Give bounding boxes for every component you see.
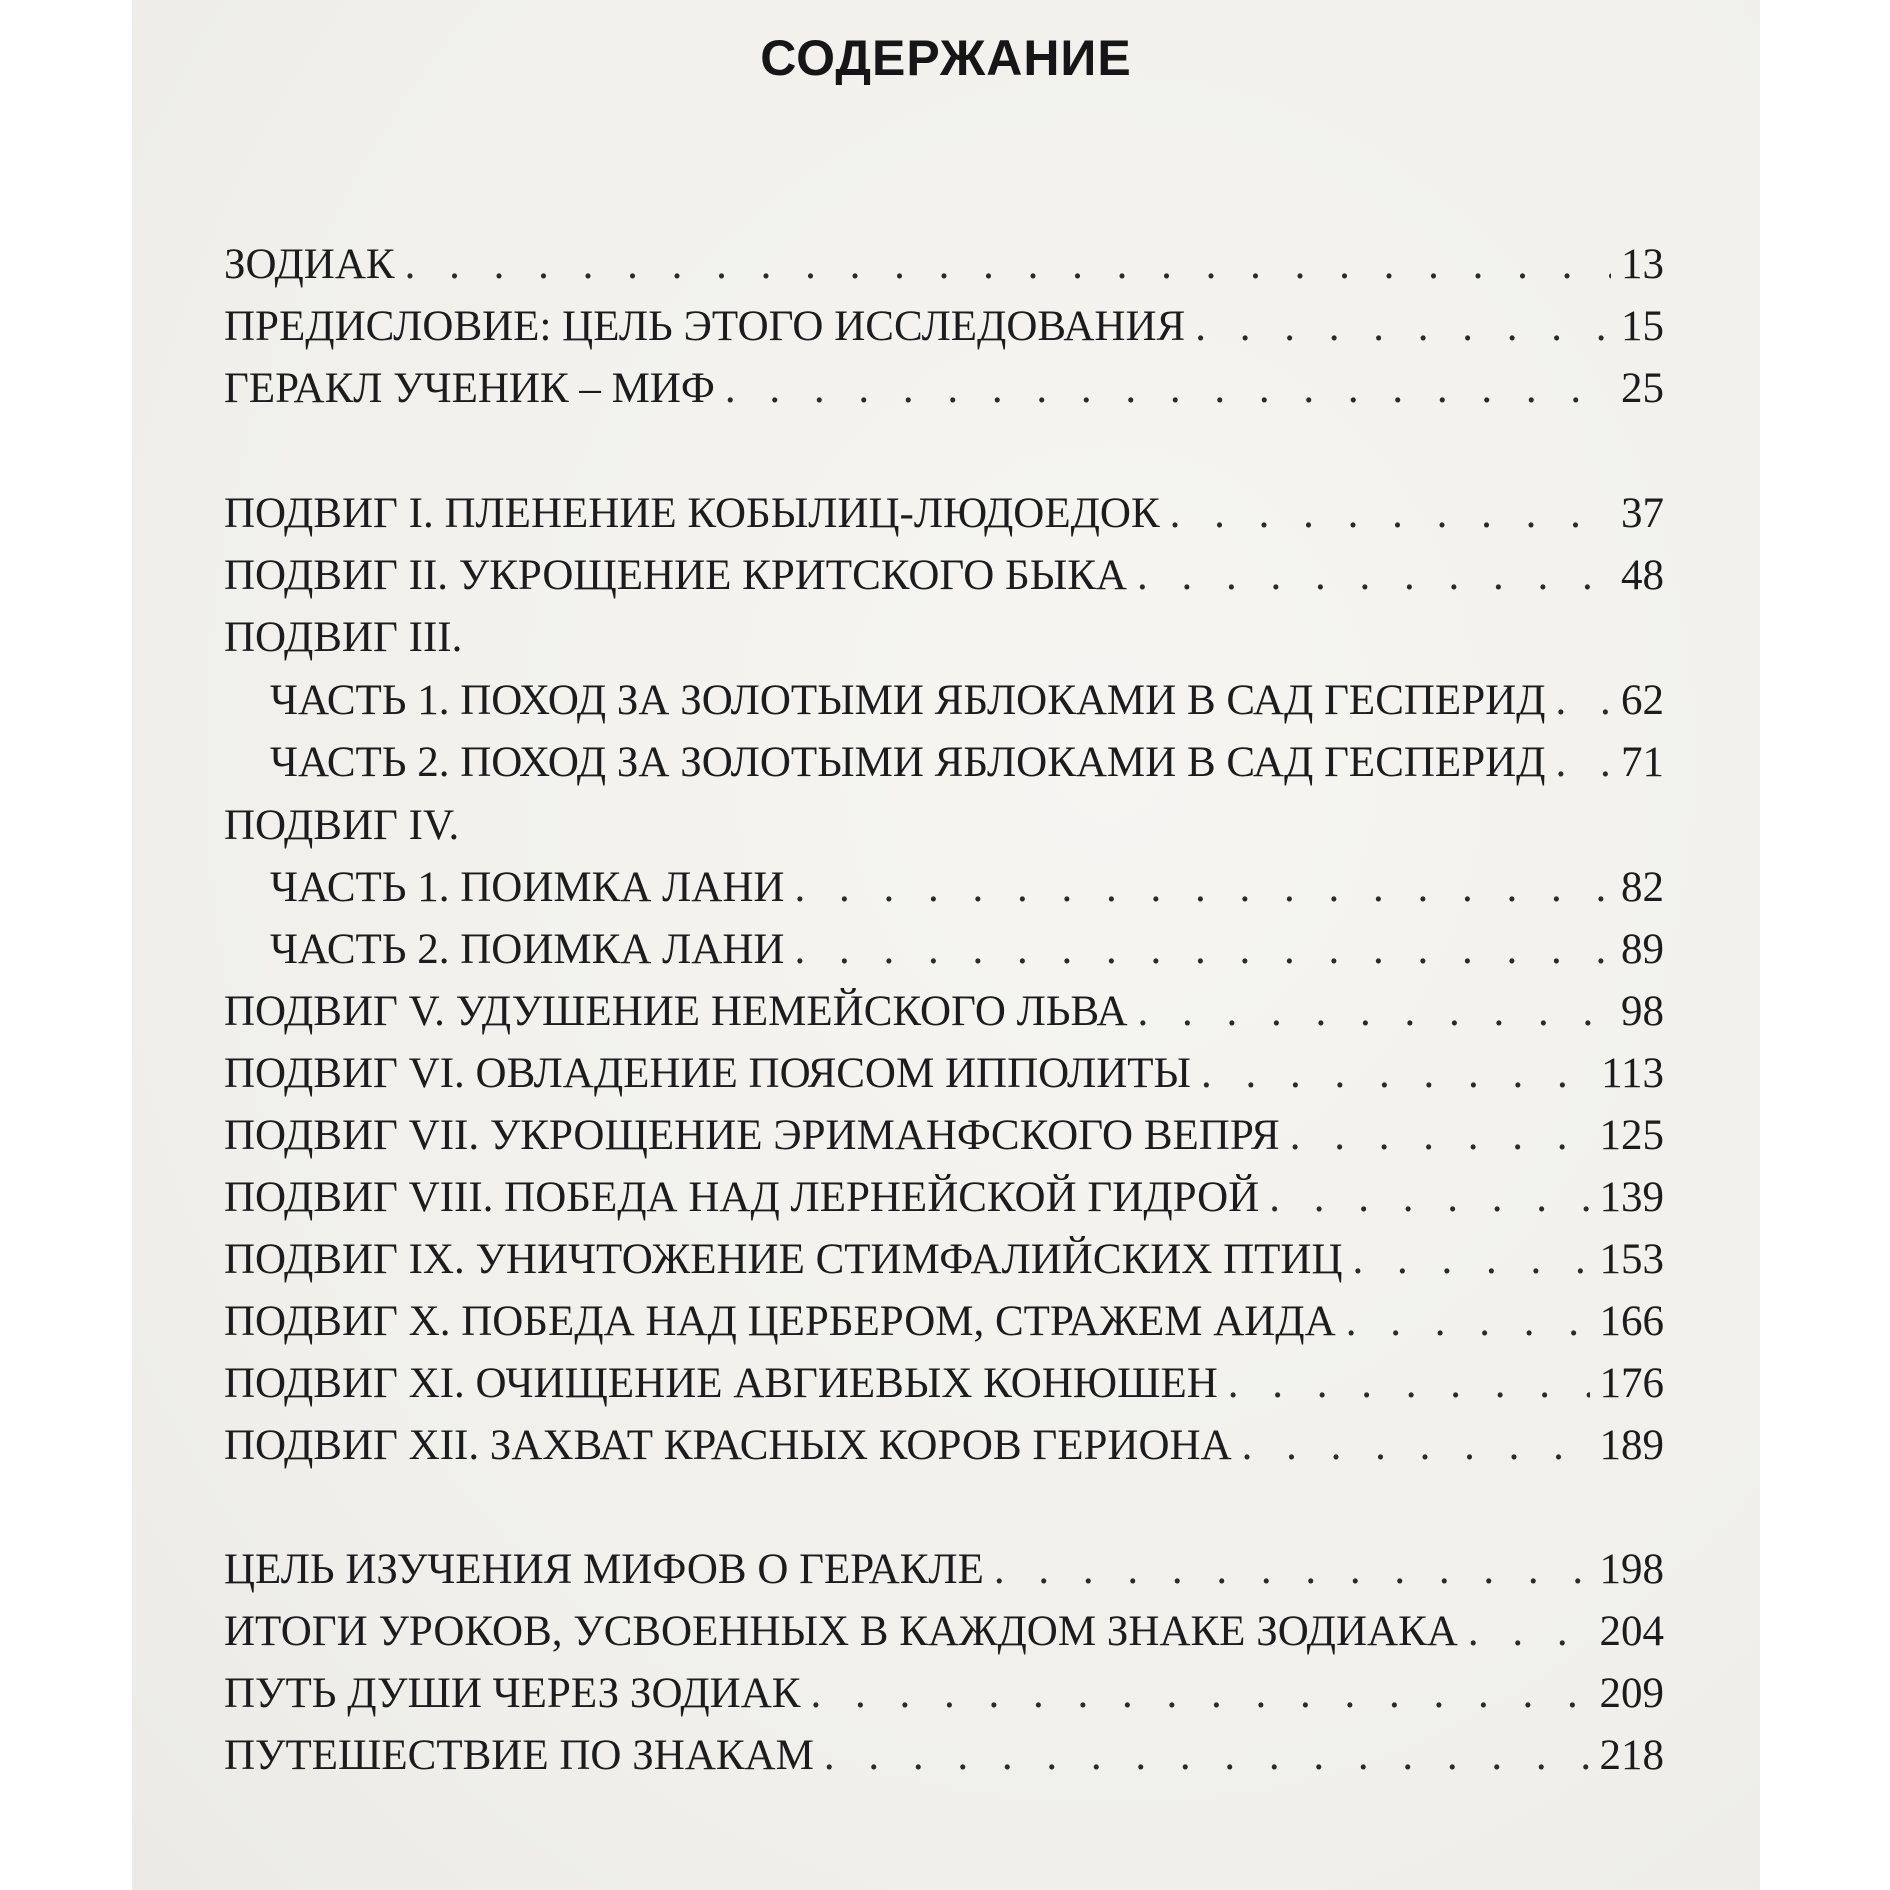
toc-entry-page: 13	[1621, 241, 1664, 288]
dot-leader	[1228, 1359, 1590, 1409]
toc-entry-title: ПОДВИГ II. УКРОЩЕНИЕ КРИТСКОГО БЫКА	[224, 552, 1127, 599]
toc-entry-page: 48	[1621, 552, 1664, 599]
toc-entry-page: 166	[1599, 1298, 1664, 1345]
toc-entry	[224, 1297, 1664, 1347]
toc-entry-page: 98	[1621, 988, 1664, 1035]
toc-entry-page: 82	[1621, 864, 1664, 911]
dot-leader	[1201, 1049, 1591, 1099]
toc-entry-page: 89	[1621, 926, 1664, 973]
toc-entry-title: ПУТЕШЕСТВИЕ ПО ЗНАКАМ	[224, 1732, 814, 1779]
dot-leader	[1346, 1297, 1590, 1347]
toc-entry-title: ЧАСТЬ 2. ПОИМКА ЛАНИ	[270, 926, 785, 973]
toc-entry-page: 218	[1599, 1732, 1664, 1779]
toc-entry-title: ИТОГИ УРОКОВ, УСВОЕННЫХ В КАЖДОМ ЗНАКЕ ЗОДИАКА	[224, 1608, 1458, 1655]
toc-entry	[224, 1049, 1664, 1099]
dot-leader	[1290, 1111, 1590, 1161]
toc-entry-page: 198	[1599, 1546, 1664, 1593]
toc-entry	[224, 302, 1664, 352]
dot-leader	[1269, 1173, 1589, 1223]
dot-leader	[810, 1669, 1589, 1719]
toc-entry-title: ПУТЬ ДУШИ ЧЕРЕЗ ЗОДИАК	[224, 1670, 801, 1717]
toc-entry-page: 204	[1599, 1608, 1664, 1655]
toc-entry	[224, 1545, 1664, 1595]
toc-entry-title: ЧАСТЬ 1. ПОИМКА ЛАНИ	[270, 864, 785, 911]
toc-entry-page: 62	[1621, 677, 1664, 724]
dot-leader	[794, 863, 1611, 913]
dot-leader	[1242, 1421, 1590, 1471]
toc-entry	[224, 489, 1664, 539]
toc-entry-title: ПОДВИГ X. ПОБЕДА НАД ЦЕРБЕРОМ, СТРАЖЕМ АИДА	[224, 1298, 1336, 1345]
toc-entry-title: ПОДВИГ XI. ОЧИЩЕНИЕ АВГИЕВЫХ КОНЮШЕН	[224, 1360, 1218, 1407]
toc-subentry	[270, 863, 1664, 913]
toc-entry-title: ЦЕЛЬ ИЗУЧЕНИЯ МИФОВ О ГЕРАКЛЕ	[224, 1546, 984, 1593]
toc-section-heading	[224, 801, 1664, 851]
toc-entry	[224, 240, 1664, 290]
toc-entry-page: 139	[1599, 1174, 1664, 1221]
toc-entry-title: ПОДВИГ IV.	[224, 802, 460, 849]
toc-entry	[224, 1173, 1664, 1223]
dot-leader	[1556, 676, 1612, 726]
toc-entry-title: ПОДВИГ VIII. ПОБЕДА НАД ЛЕРНЕЙСКОЙ ГИДРОЙ	[224, 1174, 1260, 1221]
toc-entry-page: 189	[1599, 1422, 1664, 1469]
toc-entry-title: ПОДВИГ VI. ОВЛАДЕНИЕ ПОЯСОМ ИППОЛИТЫ	[224, 1050, 1192, 1097]
toc-entry-title: ЧАСТЬ 2. ПОХОД ЗА ЗОЛОТЫМИ ЯБЛОКАМИ В САД ГЕСПЕРИД	[270, 739, 1546, 786]
toc-entry-title: ПОДВИГ VII. УКРОЩЕНИЕ ЭРИМАНФСКОГО ВЕПРЯ	[224, 1112, 1280, 1159]
dot-leader	[1556, 738, 1612, 788]
toc-section-heading	[224, 613, 1664, 663]
dot-leader	[824, 1731, 1590, 1781]
toc-entry-title: ПРЕДИСЛОВИЕ: ЦЕЛЬ ЭТОГО ИССЛЕДОВАНИЯ	[224, 303, 1186, 350]
toc-entry-title: ГЕРАКЛ УЧЕНИК – МИФ	[224, 365, 715, 412]
dot-leader	[405, 240, 1611, 290]
toc-entry-page: 153	[1599, 1236, 1664, 1283]
toc-entry-page: 209	[1599, 1670, 1664, 1717]
toc-subentry	[270, 925, 1664, 975]
toc-entry	[224, 1669, 1664, 1719]
toc-entry	[224, 364, 1664, 414]
toc-entry-page: 25	[1621, 365, 1664, 412]
toc-entry-title: ПОДВИГ I. ПЛЕНЕНИЕ КОБЫЛИЦ-ЛЮДОЕДОК	[224, 490, 1160, 537]
toc-entry-page: 71	[1621, 739, 1664, 786]
toc-entry-page: 125	[1599, 1112, 1664, 1159]
toc-entry-page: 15	[1621, 303, 1664, 350]
dot-leader	[1137, 551, 1611, 601]
book-page	[132, 0, 1760, 1890]
toc-entry	[224, 1235, 1664, 1285]
dot-leader	[794, 925, 1611, 975]
dot-leader	[1170, 489, 1611, 539]
toc-entry-title: ПОДВИГ V. УДУШЕНИЕ НЕМЕЙСКОГО ЛЬВА	[224, 988, 1128, 1035]
page-title: СОДЕРЖАНИЕ	[760, 30, 1132, 86]
toc-entry-title: ПОДВИГ IX. УНИЧТОЖЕНИЕ СТИМФАЛИЙСКИХ ПТИЦ	[224, 1236, 1343, 1283]
toc-entry-title: ЗОДИАК	[224, 241, 395, 288]
toc-entry	[224, 1607, 1664, 1657]
dot-leader	[1195, 302, 1611, 352]
toc-entry-page: 37	[1621, 490, 1664, 537]
toc-entry-title: ЧАСТЬ 1. ПОХОД ЗА ЗОЛОТЫМИ ЯБЛОКАМИ В САД ГЕСПЕРИД	[270, 677, 1546, 724]
toc-entry-page: 113	[1601, 1050, 1664, 1097]
toc-entry	[224, 987, 1664, 1037]
toc-entry-page: 176	[1599, 1360, 1664, 1407]
toc-entry	[224, 551, 1664, 601]
dot-leader	[1353, 1235, 1590, 1285]
toc-entry	[224, 1421, 1664, 1471]
toc-entry-title: ПОДВИГ III.	[224, 614, 463, 661]
toc-subentry	[270, 738, 1664, 788]
toc-entry	[224, 1359, 1664, 1409]
toc-entry-title: ПОДВИГ XII. ЗАХВАТ КРАСНЫХ КОРОВ ГЕРИОНА	[224, 1422, 1232, 1469]
dot-leader	[1138, 987, 1611, 1037]
dot-leader	[994, 1545, 1590, 1595]
toc-entry	[224, 1111, 1664, 1161]
dot-leader	[1468, 1607, 1590, 1657]
toc-entry	[224, 1731, 1664, 1781]
toc-subentry	[270, 676, 1664, 726]
dot-leader	[725, 364, 1611, 414]
